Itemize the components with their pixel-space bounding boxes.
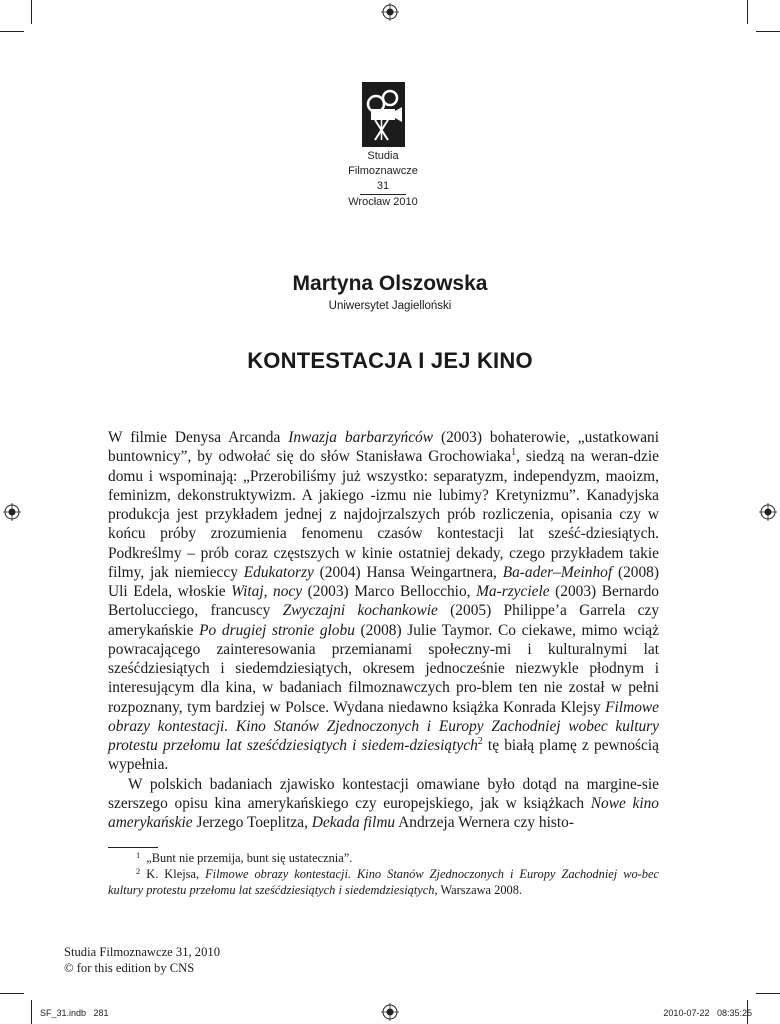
text-run: tę białą plamę z pewnością wypełnia. [108,737,659,774]
print-slug-file: SF_31.indb 281 [40,1008,109,1018]
footnote-separator [108,847,158,848]
footnote-ref-2[interactable]: 2 [477,736,483,747]
copyright-line1: Studia Filmoznawcze 31, 2010 [64,945,220,959]
body-paragraph-2 [108,775,659,833]
article-body [108,428,659,832]
copyright-line2: © for this edition by CNS [64,961,195,975]
article-affiliation: Uniwersytet Jagielloński [328,300,452,312]
text-run: (2008) Julie Taymor. Co ciekawe, mimo wciąż powracającego zainteresowania przemianami społeczny-mi i kulturalnymi lat sześćdziesiątych i siedemdziesiątych, okresem jednocześnie niezwykle płodnym i interesującym dla kina, w badaniach filmoznawczych pro-blem ten nie został w pełni rozpoznany, tym bardziej w Polsce. Wydana niedawno książka Konrada Klejsy [108,621,659,716]
film-title: Ma-rzyciele [476,583,550,600]
journal-name-line1: Studia [367,150,399,162]
text-run: (2003) Marco Bellocchio, [302,583,477,600]
footnote-number: 1 [136,850,141,860]
crop-mark-bottom-left-h [0,993,24,994]
film-title: Ba-ader–Meinhof [502,563,613,581]
journal-logo-icon [362,82,405,147]
footnote-1 [108,850,659,866]
crop-mark-bottom-left [31,1000,32,1024]
journal-volume: 31 [376,180,390,192]
film-title: Po drugiej stronie globu [199,621,355,639]
text-run: (2004) Hansa Weingartnera, [313,563,503,581]
crop-mark-top-right [747,0,748,24]
text-run: (2003) bohaterowie, „ustatkowani buntownicy”, by odwołać się do słów Stanisława Grochowiaka [108,429,659,466]
footnotes [108,850,659,898]
text-run: Jerzego Toeplitza, [192,814,312,831]
film-title: Zwyczajni kochankowie [282,602,438,620]
registration-mark-right-icon [759,503,777,521]
film-title: Edukatorzy [243,563,314,581]
film-title: Inwazja barbarzyńców [288,429,433,446]
registration-mark-bottom-icon [381,1003,399,1021]
footnote-text: , Warszawa 2008. [434,883,523,897]
crop-mark-top-left [31,0,32,24]
journal-name-line2: Filmoznawcze [348,165,418,177]
book-title: Nowe kino amerykańskie [108,794,659,831]
registration-mark-left-icon [3,503,21,521]
journal-place-year: Wrocław 2010 [348,196,418,208]
registration-mark-top-icon [381,3,399,21]
article-title: KONTESTACJA I JEJ KINO [247,348,533,373]
book-title: Dekada filmu [311,814,396,831]
text-run: (2005) Philippe’a Garrela czy amerykańskie [108,602,660,639]
footnote-text: K. Klejsa, [146,867,206,881]
article-author: Martyna Olszowska [292,272,488,295]
footnote-number: 2 [136,866,141,876]
crop-mark-top-right-h [756,31,780,32]
text-run: (2003) Bernardo Bertolucciego, francuscy [108,583,659,620]
crop-mark-top-left-h [0,31,24,32]
crop-mark-bottom-right-h [756,993,780,994]
footnote-ref-1[interactable]: 1 [511,447,517,459]
text-run: W polskich badaniach zjawisko kontestacji omawiane było dotąd na margine-sie szerszego opisu kina amerykańskiego czy europejskiego, jak w książkach [108,775,659,812]
copyright-notice [64,944,220,976]
body-paragraph-1 [108,428,659,775]
footnote-text: „Bunt nie przemija, bunt się ustatecznia”. [146,851,353,865]
text-run: (2008) Uli Edela, włoskie [108,563,659,600]
journal-masthead [290,149,476,210]
film-title: Witaj, nocy [231,583,303,600]
text-run: Andrzeja Wernera czy histo- [395,814,574,831]
print-slug-date: 2010-07-22 08:35:25 [663,1008,752,1018]
text-run: , siedzą na weran-dzie domu i wspominają: „Przerobiliśmy już wszystko: separatyzm, independyzm, maoizm, feminizm, dekonstruktywizm. A jakiego -izmu nie lubimy? Kretynizmu”. Kanadyjska produkcja jest przykładem jednej z najdojrzalszych prób rozliczenia, opisania czy w końcu próby zrozumienia fenomenu czasów kontestacji lat sześć-dziesiątych. Podkreślmy – prób coraz częstszych w kinie ostatniej dekady, czego przykładem takie filmy, jak niemieccy [108,448,659,581]
book-title: Filmowe obrazy kontestacji. Kino Stanów Zjednoczonych i Europy Zachodniej wobec kultury protestu przełomu lat sześćdziesiątych i siedem-dziesiątych [108,698,659,754]
book-title: Filmowe obrazy kontestacji. Kino Stanów Zjednoczonych i Europy Zachodniej wo-bec kultury protestu przełomu lat sześćdziesiątych i siedemdziesiątych [108,867,659,897]
footnote-2 [108,866,659,898]
text-run: W filmie Denysa Arcanda [108,429,289,446]
